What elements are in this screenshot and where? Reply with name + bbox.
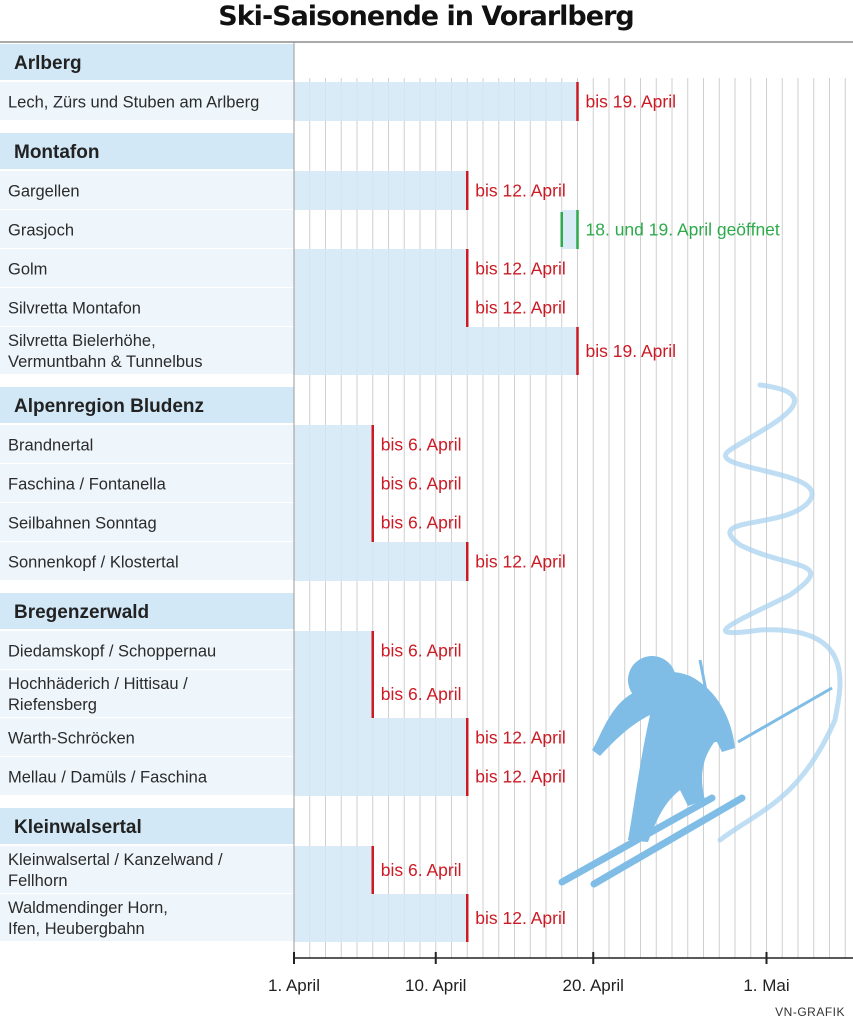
duration-bar <box>294 670 373 718</box>
end-annotation: bis 6. April <box>380 860 462 880</box>
end-annotation: bis 12. April <box>475 766 566 787</box>
credit-label: VN-GRAFIK <box>775 1005 845 1019</box>
ski-trail <box>720 385 840 840</box>
row-label: Vermuntbahn & Tunnelbus <box>8 353 203 371</box>
duration-bar <box>294 542 467 581</box>
group-header: Arlberg <box>14 53 82 74</box>
duration-bar <box>294 327 578 375</box>
end-annotation: 18. und 19. April geöffnet <box>585 219 780 240</box>
duration-bar <box>294 757 467 796</box>
x-tick-label: 1. April <box>268 976 320 995</box>
duration-bar <box>294 425 373 464</box>
row-label: Diedamskopf / Schoppernau <box>8 642 217 661</box>
row-label: Fellhorn <box>8 872 68 890</box>
end-annotation: bis 12. April <box>475 258 566 279</box>
row-label: Mellau / Damüls / Faschina <box>8 768 207 787</box>
end-annotation: bis 12. April <box>475 908 566 928</box>
end-annotation: bis 12. April <box>475 180 566 201</box>
row-label: Silvretta Bielerhöhe, <box>8 332 156 350</box>
x-tick-label: 10. April <box>405 976 467 995</box>
end-annotation: bis 6. April <box>380 684 462 704</box>
x-axis <box>268 952 853 995</box>
ski-pole-right <box>738 688 832 742</box>
chart-title: Ski-Saisonende in Vorarlberg <box>218 1 634 32</box>
duration-bar <box>294 631 373 670</box>
chart-rows <box>0 42 780 958</box>
row-label: Riefensberg <box>8 696 97 714</box>
duration-bar <box>294 503 373 542</box>
row-label: Grasjoch <box>8 221 75 240</box>
duration-bar <box>294 894 467 942</box>
group-header: Kleinwalsertal <box>14 817 142 838</box>
row-label: Lech, Zürs und Stuben am Arlberg <box>8 93 260 112</box>
row-label: Sonnenkopf / Klostertal <box>8 553 179 572</box>
row-label: Waldmendinger Horn, <box>8 899 168 917</box>
row-label: Seilbahnen Sonntag <box>8 514 157 533</box>
end-annotation: bis 6. April <box>380 434 462 455</box>
duration-bar <box>294 288 467 327</box>
end-annotation: bis 19. April <box>585 341 676 361</box>
group-header: Alpenregion Bludenz <box>14 396 204 417</box>
end-annotation: bis 12. April <box>475 297 566 318</box>
end-annotation: bis 12. April <box>475 551 566 572</box>
duration-bar <box>294 846 373 894</box>
end-annotation: bis 6. April <box>380 640 462 661</box>
group-header: Bregenzerwald <box>14 602 150 623</box>
end-annotation: bis 12. April <box>475 727 566 748</box>
end-annotation: bis 6. April <box>380 512 462 533</box>
end-annotation: bis 6. April <box>380 473 462 494</box>
row-label: Golm <box>8 260 48 279</box>
duration-bar <box>562 210 578 249</box>
group-header: Montafon <box>14 142 100 163</box>
duration-bar <box>294 249 467 288</box>
duration-bar <box>294 171 467 210</box>
duration-bar <box>294 718 467 757</box>
row-label: Hochhäderich / Hittisau / <box>8 675 188 693</box>
x-tick-label: 1. Mai <box>743 976 790 995</box>
row-label: Gargellen <box>8 182 80 201</box>
row-label: Kleinwalsertal / Kanzelwand / <box>8 851 223 869</box>
duration-bar <box>294 464 373 503</box>
row-label: Faschina / Fontanella <box>8 475 166 494</box>
row-label: Brandnertal <box>8 436 94 455</box>
row-label: Silvretta Montafon <box>8 299 141 318</box>
end-annotation: bis 19. April <box>585 91 676 112</box>
duration-bar <box>294 82 578 121</box>
row-label: Warth-Schröcken <box>8 729 135 748</box>
x-tick-label: 20. April <box>562 976 624 995</box>
row-label: Ifen, Heubergbahn <box>8 920 145 938</box>
